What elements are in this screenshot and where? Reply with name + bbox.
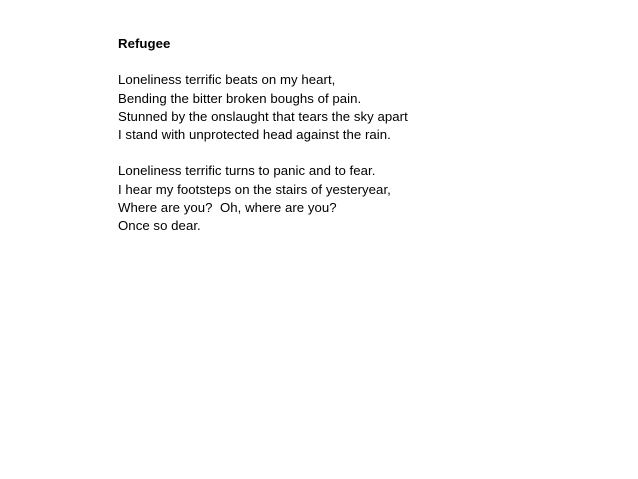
stanza-2-line-2: I hear my footsteps on the stairs of yesteryear, xyxy=(118,181,391,197)
stanza-2 xyxy=(118,162,618,235)
stanza-2-line-1: Loneliness terrific turns to panic and to fear. xyxy=(118,163,376,179)
stanza-2-line-4: Once so dear. xyxy=(118,218,201,233)
stanza-1-line-4: I stand with unprotected head against the rain. xyxy=(118,127,391,142)
poem-text-block xyxy=(118,35,618,253)
stanza-2-line-3: Where are you? Oh, where are you? xyxy=(118,199,337,215)
poem-title: Refugee xyxy=(118,36,171,51)
stanza-1-line-3: Stunned by the onslaught that tears the sky apart xyxy=(118,108,408,124)
stanza-1 xyxy=(118,71,618,144)
stanza-1-line-2: Bending the bitter broken boughs of pain. xyxy=(118,90,362,106)
stanza-1-line-1: Loneliness terrific beats on my heart, xyxy=(118,72,336,88)
